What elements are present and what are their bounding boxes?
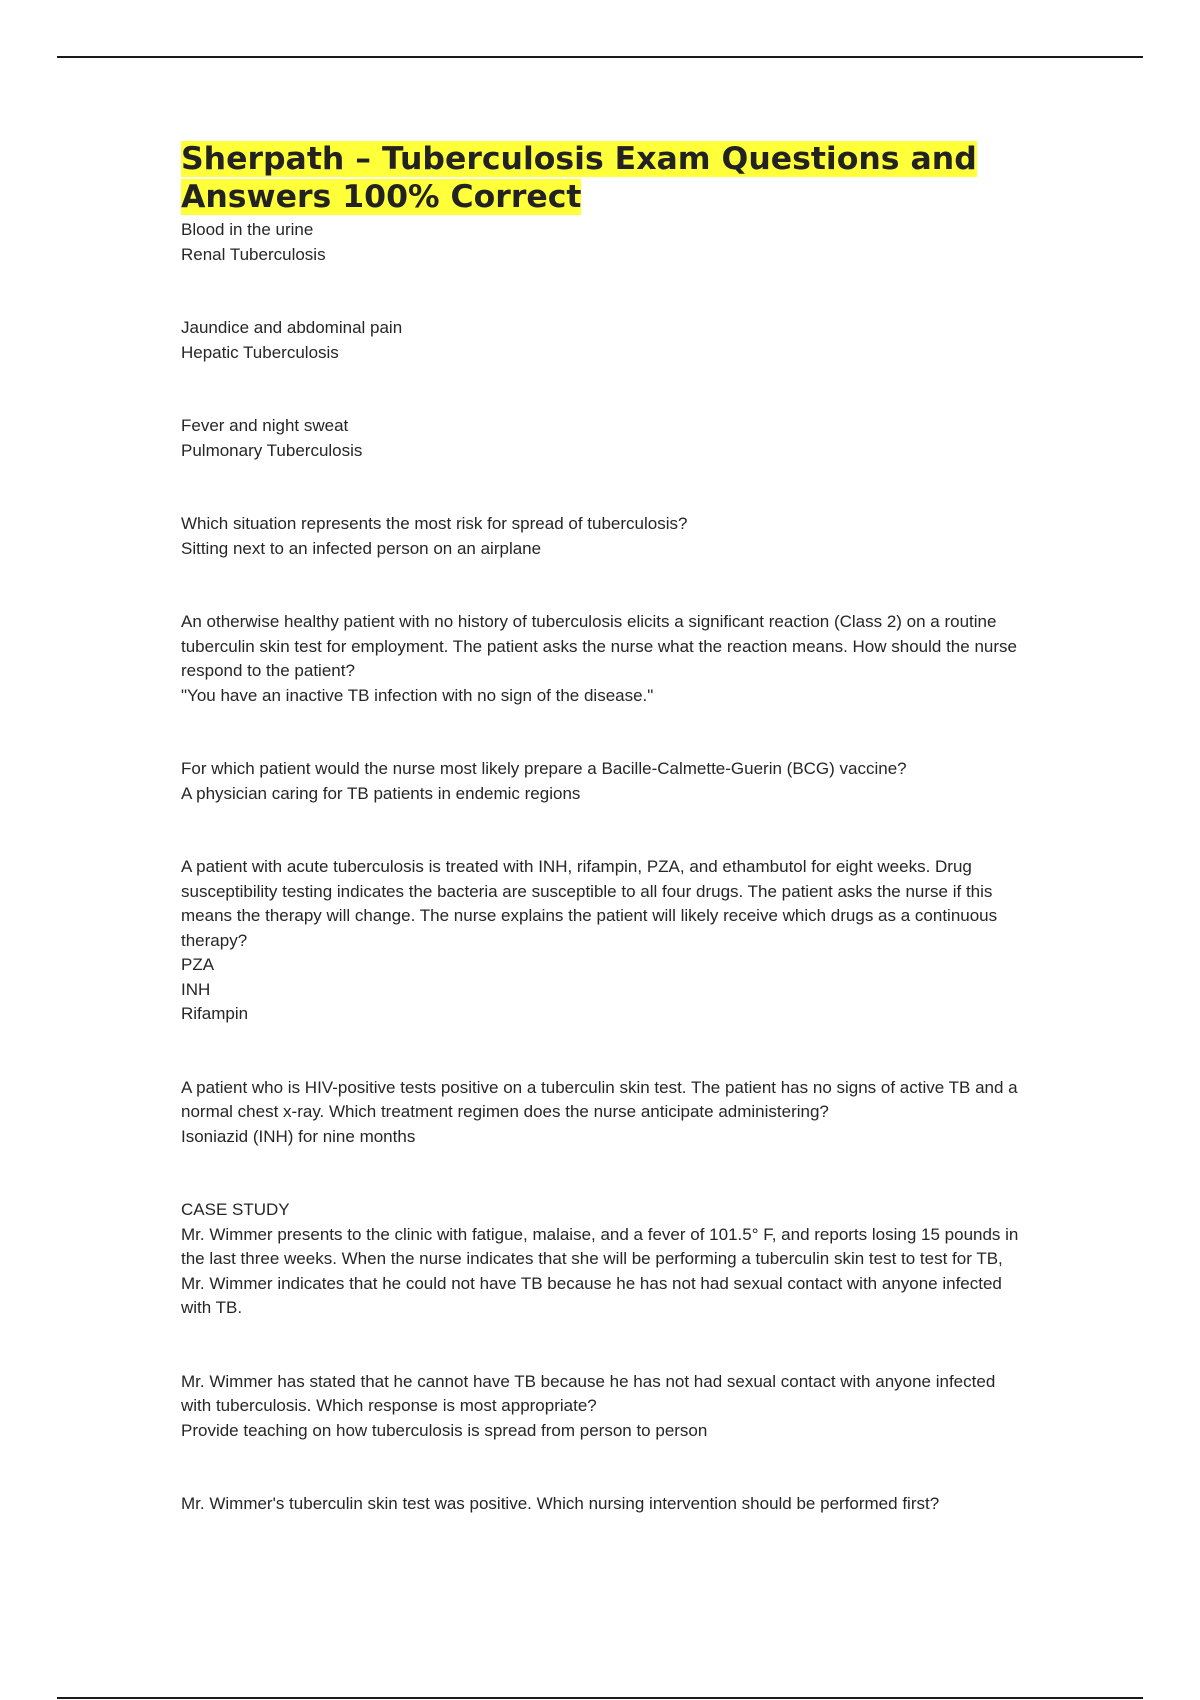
question-text: Fever and night sweat xyxy=(181,416,349,435)
question-text: An otherwise healthy patient with no history of tuberculosis elicits a significant reaction (Class 2) on a routine tuberculin skin test for employment. The patient asks the nurse what the reaction means. How should the nurse respond to the patient? xyxy=(181,612,1017,680)
header-rule xyxy=(57,56,1143,58)
title-highlight: Sherpath – Tuberculosis Exam Questions and Answers 100% Correct xyxy=(181,141,977,215)
case-study-heading: CASE STUDY xyxy=(181,1200,290,1219)
qa-item xyxy=(181,512,1021,561)
question-text: Which situation represents the most risk for spread of tuberculosis? xyxy=(181,514,688,533)
answer-text: Isoniazid (INH) for nine months xyxy=(181,1126,416,1146)
answer-text: Rifampin xyxy=(181,1004,249,1023)
qa-item xyxy=(181,1370,1021,1444)
qa-item xyxy=(181,610,1021,708)
answer-text: INH xyxy=(181,979,211,999)
answer-text: Renal Tuberculosis xyxy=(181,244,326,264)
qa-item xyxy=(181,316,1021,365)
question-text: Jaundice and abdominal pain xyxy=(181,318,403,337)
question-text: A patient with acute tuberculosis is treated with INH, rifampin, PZA, and ethambutol for eight weeks. Drug susceptibility testing indicates the bacteria are susceptible to all four drugs. The patient asks the nurse if this means the therapy will change. The nurse explains the patient will likely receive which drugs as a continuous therapy? xyxy=(181,857,998,950)
answer-text: A physician caring for TB patients in endemic regions xyxy=(181,783,581,803)
qa-item xyxy=(181,855,1021,1027)
document-body xyxy=(181,140,1021,1517)
document-title xyxy=(181,140,1021,216)
qa-item xyxy=(181,1076,1021,1150)
qa-item xyxy=(181,757,1021,806)
answer-text: Sitting next to an infected person on an airplane xyxy=(181,538,542,558)
answer-text: "You have an inactive TB infection with no sign of the disease." xyxy=(181,685,654,705)
qa-item xyxy=(181,218,1021,267)
answer-text: Provide teaching on how tuberculosis is spread from person to person xyxy=(181,1420,708,1440)
question-text: Blood in the urine xyxy=(181,220,314,239)
question-text: For which patient would the nurse most likely prepare a Bacille-Calmette-Guerin (BCG) vaccine? xyxy=(181,759,907,778)
qa-item xyxy=(181,414,1021,463)
answer-text: PZA xyxy=(181,955,215,974)
case-study-text: Mr. Wimmer presents to the clinic with fatigue, malaise, and a fever of 101.5° F, and reports losing 15 pounds in the last three weeks. When the nurse indicates that she will be performing a tuberculin skin test to test for TB, Mr. Wimmer indicates that he could not have TB because he has not had sexual contact with anyone infected with TB. xyxy=(181,1224,1019,1317)
qa-item xyxy=(181,1492,1021,1517)
question-text: Mr. Wimmer has stated that he cannot have TB because he has not had sexual contact with anyone infected with tuberculosis. Which response is most appropriate? xyxy=(181,1371,996,1415)
qa-item xyxy=(181,1198,1021,1321)
answer-text: Hepatic Tuberculosis xyxy=(181,342,339,362)
footer-rule xyxy=(57,1697,1143,1699)
question-text: A patient who is HIV-positive tests positive on a tuberculin skin test. The patient has no signs of active TB and a normal chest x-ray. Which treatment regimen does the nurse anticipate administering? xyxy=(181,1077,1018,1121)
answer-text: Pulmonary Tuberculosis xyxy=(181,440,363,460)
question-text: Mr. Wimmer's tuberculin skin test was positive. Which nursing intervention should be performed first? xyxy=(181,1494,940,1513)
